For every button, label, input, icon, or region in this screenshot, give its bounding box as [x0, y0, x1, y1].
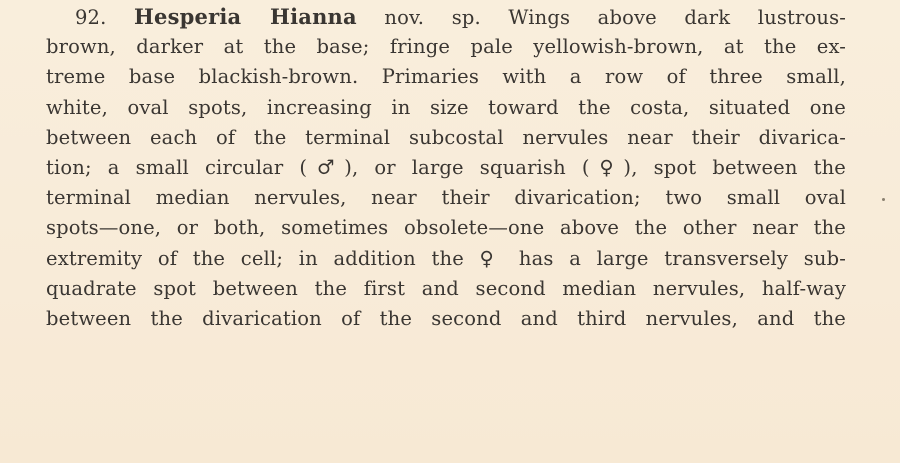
species-name: Hesperia Hianna [134, 4, 357, 29]
text-line-3: treme base blackish-brown. Primaries with a row of three small, [46, 65, 846, 89]
text-line-4: white, oval spots, increasing in size toward the costa, situated one [46, 95, 846, 119]
text-line-5: between each of the terminal subcostal nervules near their divarica- [46, 125, 846, 149]
species-number: 92. [75, 6, 107, 29]
text-line-8: spots—one, or both, sometimes obsolete—one above the other near the [46, 216, 846, 240]
text-line-9: extremity of the cell; in addition the ♀ has a large transversely sub- [46, 246, 846, 270]
text-line-10: quadrate spot between the first and second median nervules, half-way [46, 276, 846, 300]
species-description [46, 2, 846, 334]
margin-speck [882, 198, 885, 201]
text-line-1 [46, 2, 846, 32]
text-line-11: between the divarication of the second and third nervules, and the [46, 306, 846, 330]
text-line-6: tion; a small circular (♂), or large squarish (♀), spot between the [46, 155, 846, 179]
text-line-2: brown, darker at the base; fringe pale yellowish-brown, at the ex- [46, 35, 846, 59]
text-line-1-rest: nov. sp. Wings above dark lustrous- [356, 6, 846, 29]
text-line-7: terminal median nervules, near their divarication; two small oval [46, 186, 846, 210]
